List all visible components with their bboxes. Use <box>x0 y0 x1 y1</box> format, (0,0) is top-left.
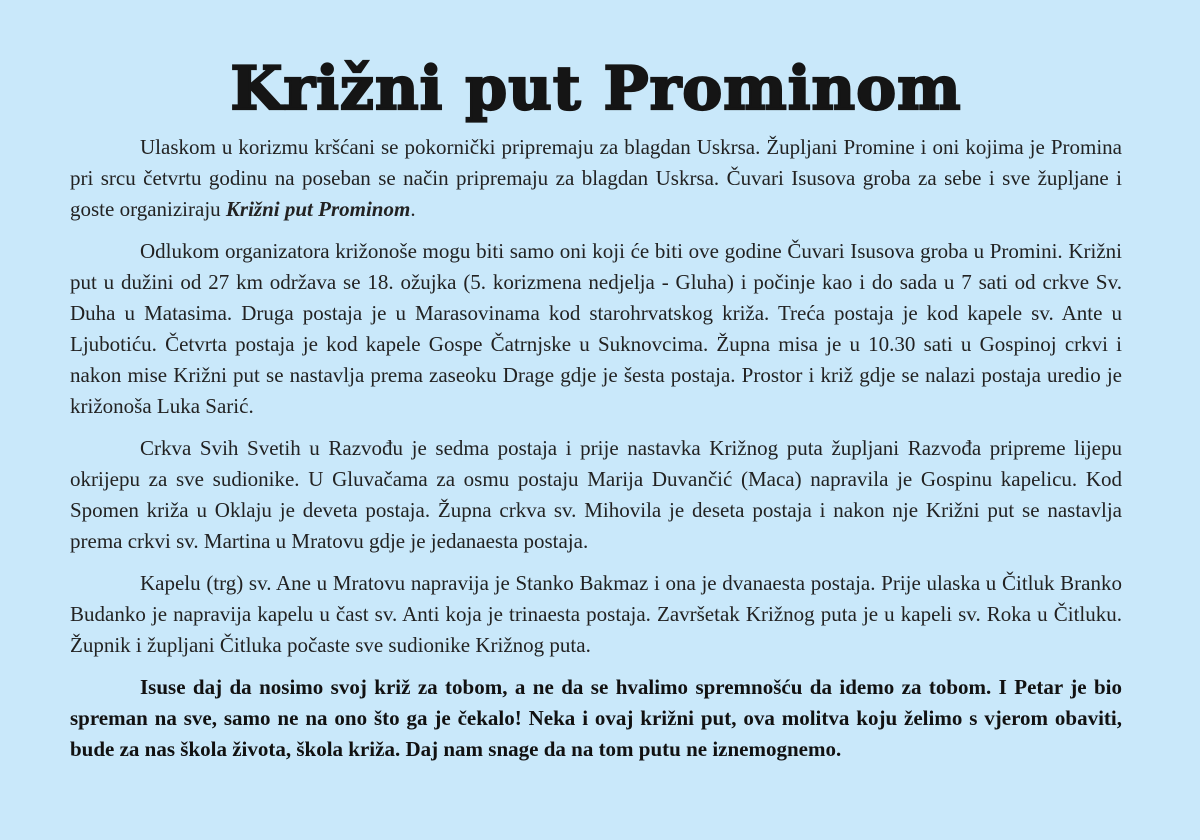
article-body <box>70 132 1122 765</box>
event-name-emphasis: Križni put Prominom <box>225 197 411 221</box>
page-title: Križni put Prominom <box>230 54 962 124</box>
paragraph-intro <box>70 132 1122 225</box>
paragraph-stations-end: Kapelu (trg) sv. Ane u Mratovu napravija je Stanko Bakmaz i ona je dvanaesta postaja. Prije ulaska u Čitluk Branko Budanko je napravija kapelu u čast sv. Anti koja je trinaesta postaja. Završetak Križnog puta je u kapeli sv. Roka u Čitluku. Župnik i župljani Čitluka počaste sve sudionike Križnog puta. <box>70 571 1122 657</box>
paragraph-intro-text: Ulaskom u korizmu kršćani se pokornički pripremaju za blagdan Uskrsa. Župljani Promine i oni kojima je Promina pri srcu četvrtu godinu na poseban se način pripremaju za blagdan Uskrsa. Čuvari Isusova groba za sebe i sve župljane i goste organiziraju <box>70 135 1122 221</box>
paragraph-prayer: Isuse daj da nosimo svoj križ za tobom, a ne da se hvalimo spremnošću da idemo za tobom. I Petar je bio spreman na sve, samo ne na ono što ga je čekalo! Neka i ovaj križni put, ova molitva koju želimo s vjerom obaviti, bude za nas škola života, škola križa. Daj nam snage da na tom putu ne iznemognemo. <box>70 675 1122 761</box>
paragraph-organization: Odlukom organizatora križonoše mogu biti samo oni koji će biti ove godine Čuvari Isusova groba u Promini. Križni put u dužini od 27 km održava se 18. ožujka (5. korizmena nedjelja - Gluha) i počinje kao i do sada u 7 sati od crkve Sv. Duha u Matasima. Druga postaja je u Marasovinama kod starohrvatskog križa. Treća postaja je kod kapele sv. Ante u Ljubotiću. Četvrta postaja je kod kapele Gospe Čatrnjske u Suknovcima. Župna misa je u 10.30 sati u Gospinoj crkvi i nakon mise Križni put se nastavlja prema zaseoku Drage gdje je šesta postaja. Prostor i križ gdje se nalazi postaja uredio je križonoša Luka Sarić. <box>70 239 1122 418</box>
paragraph-intro-end: . <box>410 197 416 221</box>
paragraph-stations-middle: Crkva Svih Svetih u Razvođu je sedma postaja i prije nastavka Križnog puta župljani Razvođa pripreme lijepu okrijepu za sve sudionike. U Gluvačama za osmu postaju Marija Duvančić (Maca) napravila je Gospinu kapelicu. Kod Spomen križa u Oklaju je deveta postaja. Župna crkva sv. Mihovila je deseta postaja i nakon nje Križni put se nastavlja prema crkvi sv. Martina u Mratovu gdje je jedanaesta postaja. <box>70 436 1122 553</box>
